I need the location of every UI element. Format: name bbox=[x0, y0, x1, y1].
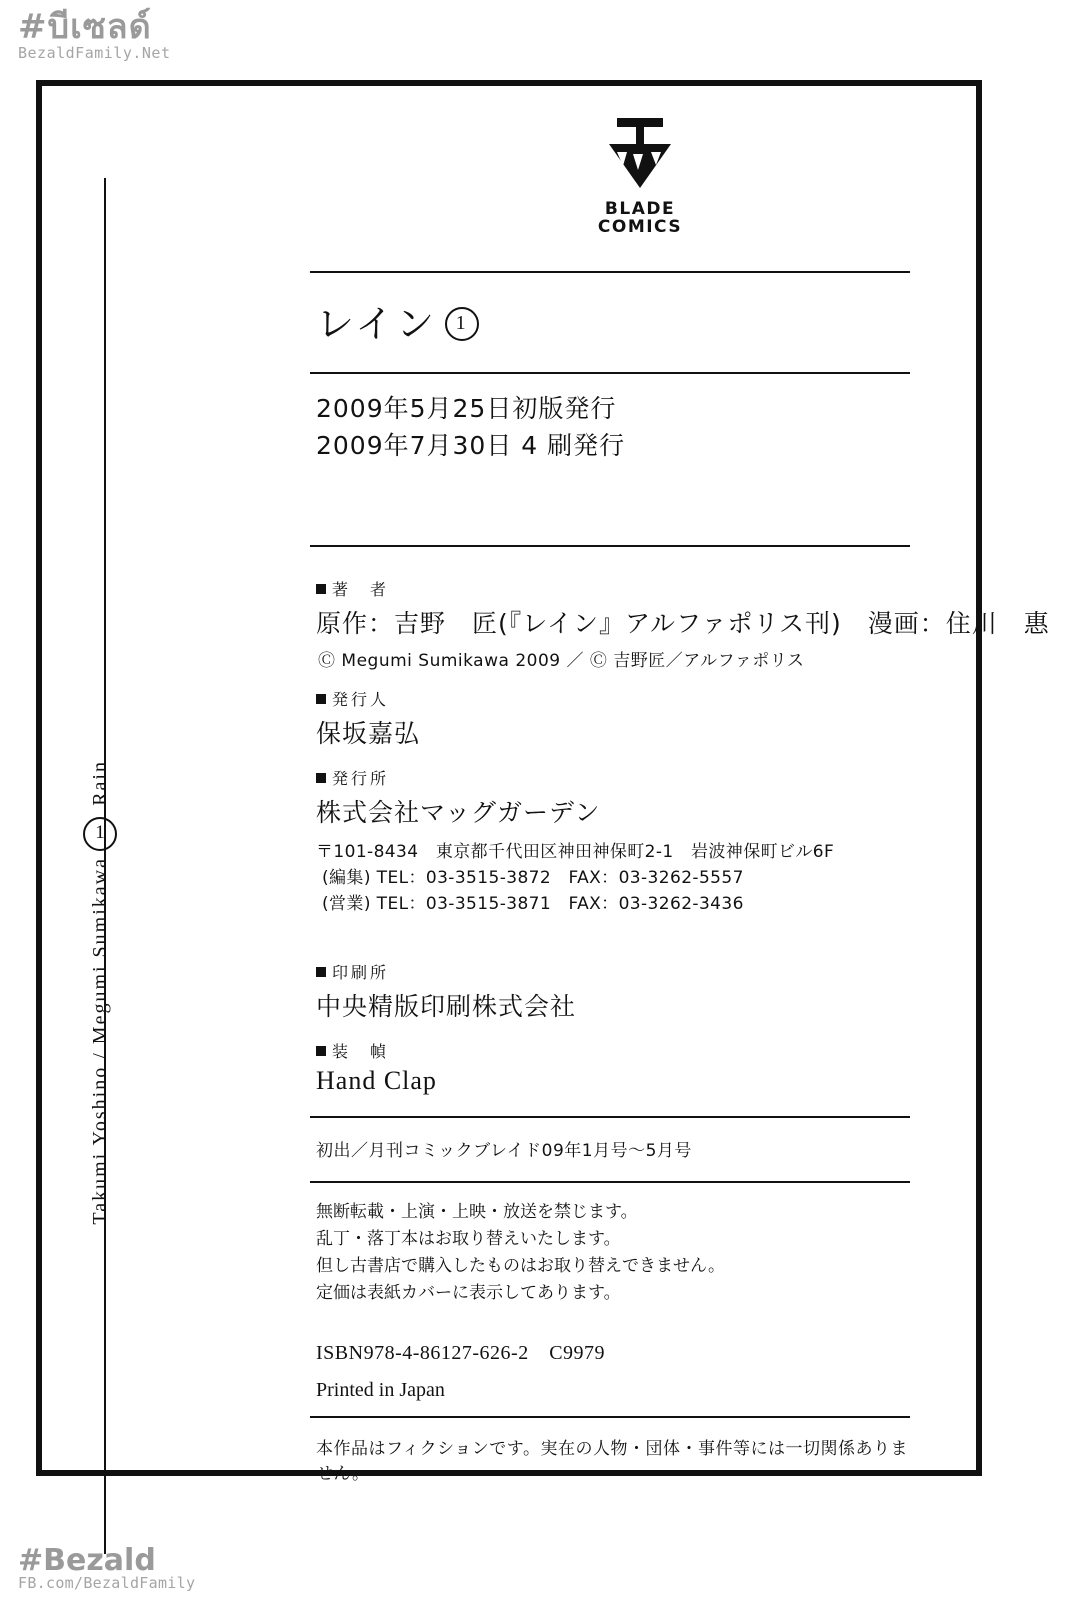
blade-comics-logo bbox=[340, 110, 940, 237]
bullet-square-icon bbox=[316, 773, 326, 783]
binding-label: 装 幀 bbox=[316, 1039, 910, 1062]
printer-label: 印刷所 bbox=[316, 960, 910, 983]
bullet-square-icon bbox=[316, 967, 326, 977]
author-label: 著 者 bbox=[316, 577, 910, 600]
publisher-company-name: 株式会社マッグガーデン bbox=[316, 797, 601, 827]
publisher-address-block bbox=[316, 839, 910, 918]
printed-in-line: Printed in Japan bbox=[316, 1378, 445, 1401]
notice-line-4: 定価は表紙カバーに表示してあります。 bbox=[316, 1283, 621, 1304]
notice-line-1: 無断転載・上演・上映・放送を禁じます。 bbox=[316, 1201, 638, 1222]
fourth-printing-date: 2009年7月30日 4 刷発行 bbox=[316, 431, 626, 461]
blade-logo-icon bbox=[597, 110, 683, 196]
bullet-square-icon bbox=[316, 1046, 326, 1056]
publisher-company-label: 発行所 bbox=[316, 766, 910, 789]
bullet-square-icon bbox=[316, 694, 326, 704]
logo-line-1: BLADE bbox=[604, 199, 676, 219]
colophon-content bbox=[310, 110, 1050, 1484]
spine-title: Rain bbox=[88, 760, 111, 806]
copyright-line: Ⓒ Megumi Sumikawa 2009 ／ Ⓒ 吉野匠／アルファポリス bbox=[318, 650, 805, 671]
credits-section bbox=[310, 547, 1050, 1116]
binding-name: Hand Clap bbox=[316, 1065, 437, 1095]
first-publication-line: 初出／月刊コミックブレイド09年1月号〜5月号 bbox=[316, 1140, 692, 1161]
spine-authors: Takumi Yoshino / Megumi Sumikawa bbox=[88, 856, 111, 1225]
first-edition-date: 2009年5月25日初版発行 bbox=[316, 393, 617, 423]
fiction-disclaimer: 本作品はフィクションです。実在の人物・団体・事件等には一切関係ありません。 bbox=[316, 1438, 908, 1484]
author-line: 原作：吉野 匠(『レイン』アルファポリス刊) 漫画：住川 惠 bbox=[316, 608, 1050, 638]
watermark-bottom-tag: #Bezald bbox=[18, 1542, 156, 1578]
bullet-square-icon bbox=[316, 584, 326, 594]
scan-watermark-bottom bbox=[18, 1542, 196, 1593]
publisher-person-label: 発行人 bbox=[316, 687, 910, 710]
spine-volume-number: 1 bbox=[83, 817, 117, 851]
scan-watermark-top bbox=[18, 7, 171, 62]
publication-dates bbox=[310, 374, 910, 545]
notice-line-3: 但し古書店で購入したものはお取り替えできません。 bbox=[316, 1256, 726, 1277]
notice-line-2: 乱丁・落丁本はお取り替えいたします。 bbox=[316, 1228, 621, 1249]
legal-notices bbox=[310, 1183, 910, 1316]
book-title bbox=[310, 273, 910, 372]
watermark-top-url: BezaldFamily.Net bbox=[18, 44, 171, 62]
publisher-address: 〒101-8434 東京都千代田区神田神保町2-1 岩波神保町ビル6F bbox=[316, 841, 835, 862]
publisher-tel-sales: (営業) TEL：03-3515-3871 FAX：03-3262-3436 bbox=[322, 894, 744, 915]
publisher-person-name: 保坂嘉弘 bbox=[316, 718, 421, 748]
publisher-tel-editorial: (編集) TEL：03-3515-3872 FAX：03-3262-5557 bbox=[322, 868, 744, 889]
book-title-text: レイン bbox=[316, 301, 438, 346]
book-volume-number: 1 bbox=[445, 307, 479, 341]
watermark-top-tag: #บีเซลด์ bbox=[18, 7, 152, 47]
logo-line-2: COMICS bbox=[597, 217, 683, 238]
spine-text-block bbox=[78, 760, 122, 1229]
isbn-line: ISBN978-4-86127-626-2 C9979 bbox=[316, 1341, 606, 1364]
watermark-bottom-url: FB.com/BezaldFamily bbox=[18, 1574, 196, 1593]
printer-name: 中央精版印刷株式会社 bbox=[316, 991, 577, 1021]
